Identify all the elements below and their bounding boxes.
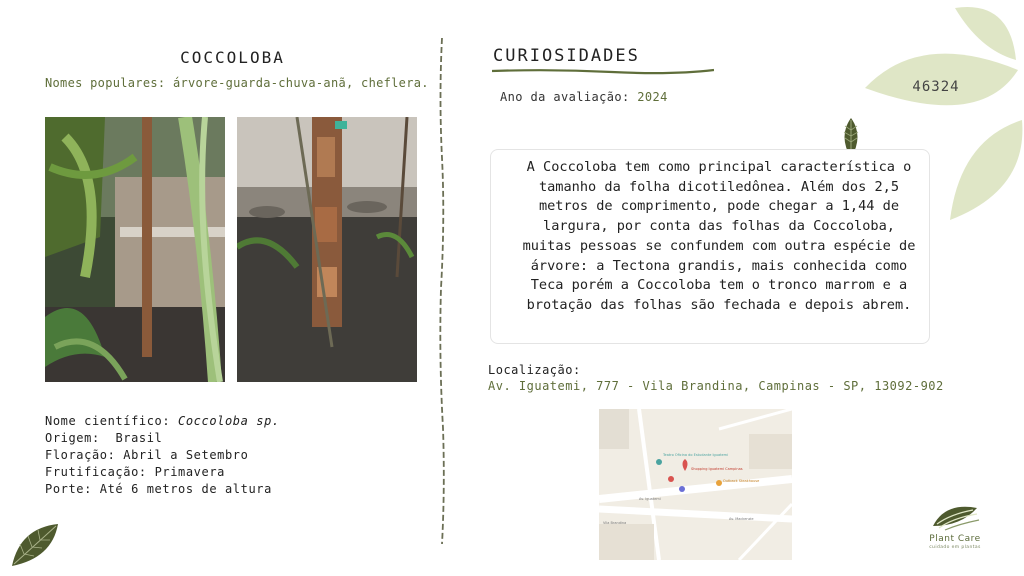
fruiting-row	[45, 464, 280, 481]
scientific-name-value: Coccoloba sp.	[178, 414, 280, 428]
map-label-road-1: Av. Iguatemi	[639, 497, 661, 501]
title-underline	[492, 67, 714, 75]
flowering-row	[45, 447, 280, 464]
origin-row	[45, 430, 280, 447]
fruiting-label: Frutificação:	[45, 465, 147, 479]
popular-names	[45, 76, 429, 90]
map-label-mall: Shopping Iguatemi Campinas	[691, 467, 743, 471]
size-label: Porte:	[45, 482, 92, 496]
plant-care-logo	[915, 500, 995, 560]
popular-names-value: árvore-guarda-chuva-anã, cheflera.	[172, 76, 429, 90]
scientific-name-row	[45, 413, 280, 430]
plant-name: COCCOLOBA	[180, 48, 285, 67]
map-label-theatre: Teatro Oficina do Estudante Iguatemi	[663, 453, 729, 457]
flowering-value: Abril a Setembro	[123, 448, 249, 462]
brand-name: Plant Care	[929, 534, 981, 544]
popular-names-label: Nomes populares:	[45, 76, 166, 90]
location-label: Localização:	[488, 363, 581, 377]
size-value: Até 6 metros de altura	[99, 482, 272, 496]
location-map[interactable]	[599, 409, 792, 560]
scientific-name-label: Nome científico:	[45, 414, 171, 428]
size-row	[45, 481, 280, 498]
curiosities-title: CURIOSIDADES	[493, 46, 640, 66]
plant-info	[45, 413, 280, 498]
evaluation-year-value: 2024	[637, 90, 668, 104]
location-address[interactable]: Av. Iguatemi, 777 - Vila Brandina, Campinas - SP, 13092-902	[488, 379, 944, 393]
origin-value: Brasil	[115, 431, 163, 445]
curiosity-card	[490, 149, 930, 344]
evaluation-year-label: Ano da avaliação:	[500, 90, 630, 104]
leaf-icon	[10, 522, 60, 568]
map-label-district: Vila Brandina	[603, 521, 627, 525]
map-label-road-2: Av. Mackenzie	[729, 517, 754, 521]
column-divider	[438, 38, 446, 544]
plant-photo-2	[237, 117, 417, 382]
origin-label: Origem:	[45, 431, 100, 445]
plant-photo-1	[45, 117, 225, 382]
evaluation-id: 46324	[912, 79, 960, 95]
fruiting-value: Primavera	[154, 465, 225, 479]
map-label-restaurant: Outback Steakhouse	[723, 479, 760, 483]
flowering-label: Floração:	[45, 448, 116, 462]
brand-tagline: cuidado em plantas	[929, 545, 981, 550]
evaluation-year	[500, 90, 668, 104]
curiosity-text: A Coccoloba tem como principal característica o tamanho da folha dicotiledônea. Além dos 2,5 metros de comprimento, pode chegar a 1,44 de largura, por conta das folhas da Coccoloba, muitas pessoas se confundem com outra espécie de árvore: a Tectona grandis, mais conhecida como Teca porém a Coccoloba tem o tronco marrom e a brotação das folhas são fechada e depois abrem.	[522, 159, 916, 313]
